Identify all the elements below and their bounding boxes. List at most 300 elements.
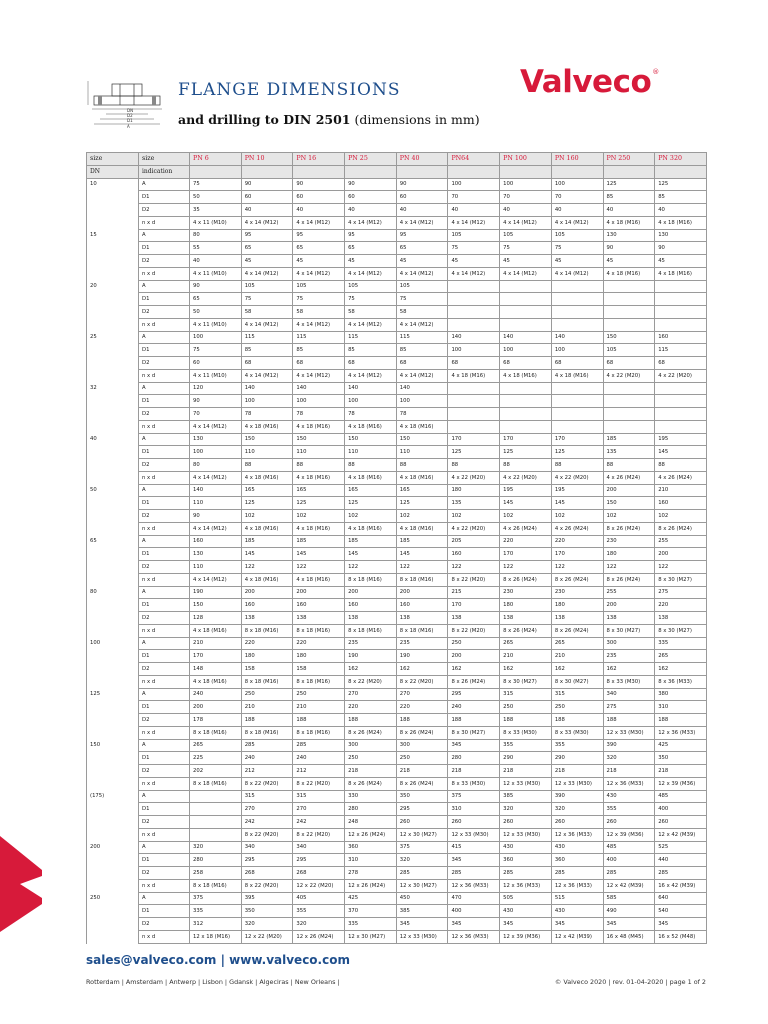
value-cell: 240 [190,688,242,701]
value-cell: 105 [551,229,603,242]
value-cell: 425 [655,739,707,752]
value-cell: 138 [448,612,500,625]
value-cell: 210 [551,650,603,663]
table-row [87,293,707,306]
value-cell: 130 [190,433,242,446]
value-cell: 180 [448,484,500,497]
value-cell: 4 x 14 (M12) [190,573,242,586]
size-dn-cell [87,675,139,688]
value-cell: 4 x 11 (M10) [190,318,242,331]
value-cell: 12 x 39 (M36) [500,930,552,943]
value-cell: 215 [448,586,500,599]
value-cell: 75 [396,293,448,306]
value-cell: 278 [345,867,397,880]
value-cell [448,395,500,408]
value-cell: 200 [448,650,500,663]
indication-cell: D2 [139,612,190,625]
table-row [87,752,707,765]
value-cell: 45 [293,255,345,268]
page-title: FLANGE DIMENSIONS [178,80,401,100]
size-dn-cell [87,599,139,612]
size-dn-cell [87,854,139,867]
value-cell: 40 [190,255,242,268]
value-cell: 345 [448,854,500,867]
value-cell: 195 [655,433,707,446]
value-cell: 340 [603,688,655,701]
value-cell: 360 [551,854,603,867]
value-cell [190,790,242,803]
value-cell: 4 x 18 (M16) [500,369,552,382]
value-cell: 150 [396,433,448,446]
value-cell: 145 [241,548,293,561]
value-cell: 162 [500,663,552,676]
table-row [87,841,707,854]
value-cell: 8 x 30 (M27) [500,675,552,688]
indication-cell: n x d [139,726,190,739]
value-cell: 8 x 18 (M16) [345,573,397,586]
value-cell: 265 [500,637,552,650]
value-cell: 105 [448,229,500,242]
value-cell: 4 x 14 (M12) [345,216,397,229]
value-cell: 68 [603,357,655,370]
value-cell: 180 [500,599,552,612]
value-cell: 312 [190,918,242,931]
value-cell: 540 [655,905,707,918]
value-cell [190,828,242,841]
value-cell: 218 [551,765,603,778]
value-cell: 138 [551,612,603,625]
size-dn-cell [87,561,139,574]
value-cell: 8 x 18 (M16) [396,624,448,637]
indication-cell: D2 [139,561,190,574]
value-cell: 268 [241,867,293,880]
value-cell [655,420,707,433]
value-cell: 260 [551,816,603,829]
value-cell: 115 [396,331,448,344]
value-cell: 212 [293,765,345,778]
value-cell: 60 [345,191,397,204]
value-cell: 165 [345,484,397,497]
value-cell: 345 [448,918,500,931]
value-cell: 430 [551,905,603,918]
value-cell: 310 [345,854,397,867]
value-cell: 135 [448,497,500,510]
column-header: PN 6 [190,153,242,166]
value-cell: 150 [345,433,397,446]
value-cell: 65 [293,242,345,255]
size-dn-cell: 250 [87,892,139,905]
value-cell: 170 [448,599,500,612]
value-cell: 4 x 18 (M16) [655,216,707,229]
value-cell: 58 [241,306,293,319]
table-row [87,191,707,204]
value-cell: 275 [603,701,655,714]
value-cell: 180 [603,548,655,561]
value-cell: 345 [500,918,552,931]
value-cell: 95 [293,229,345,242]
value-cell: 585 [603,892,655,905]
value-cell: 105 [293,280,345,293]
value-cell: 122 [448,561,500,574]
value-cell: 8 x 26 (M24) [396,777,448,790]
value-cell: 4 x 14 (M12) [190,420,242,433]
value-cell: 12 x 33 (M30) [500,828,552,841]
size-dn-cell [87,216,139,229]
value-cell: 200 [190,701,242,714]
column-header: PN 25 [345,153,397,166]
value-cell: 8 x 33 (M30) [551,726,603,739]
value-cell: 178 [190,714,242,727]
value-cell: 90 [190,510,242,523]
value-cell: 320 [190,841,242,854]
indication-cell: D2 [139,204,190,217]
value-cell: 105 [396,280,448,293]
size-dn-cell [87,918,139,931]
table-row [87,854,707,867]
value-cell: 110 [190,561,242,574]
value-cell: 4 x 18 (M16) [241,420,293,433]
value-cell: 355 [293,905,345,918]
value-cell: 110 [241,446,293,459]
value-cell [655,382,707,395]
value-cell [551,395,603,408]
value-cell: 102 [500,510,552,523]
value-cell: 50 [190,191,242,204]
value-cell: 8 x 18 (M16) [396,573,448,586]
value-cell: 4 x 14 (M12) [190,471,242,484]
value-cell: 90 [190,280,242,293]
value-cell: 8 x 30 (M27) [655,573,707,586]
value-cell: 125 [396,497,448,510]
value-cell [655,318,707,331]
table-row [87,586,707,599]
size-dn-cell [87,816,139,829]
column-subheader [603,165,655,178]
size-dn-cell [87,497,139,510]
value-cell: 140 [190,484,242,497]
size-dn-cell [87,726,139,739]
value-cell: 210 [655,484,707,497]
diagram-label-d2: D2 [127,113,133,118]
value-cell: 158 [293,663,345,676]
value-cell: 140 [448,331,500,344]
value-cell: 100 [448,178,500,191]
value-cell: 430 [500,905,552,918]
value-cell: 270 [345,688,397,701]
value-cell: 280 [345,803,397,816]
indication-cell: D1 [139,905,190,918]
indication-cell: A [139,484,190,497]
value-cell: 102 [448,510,500,523]
table-row [87,318,707,331]
value-cell: 162 [603,663,655,676]
table-row [87,484,707,497]
value-cell: 75 [190,178,242,191]
value-cell: 4 x 26 (M24) [500,522,552,535]
value-cell: 345 [448,739,500,752]
value-cell: 4 x 18 (M16) [345,471,397,484]
value-cell: 45 [655,255,707,268]
value-cell [500,293,552,306]
value-cell: 360 [345,841,397,854]
value-cell: 345 [603,918,655,931]
indication-cell: n x d [139,573,190,586]
value-cell: 105 [345,280,397,293]
indication-cell: D2 [139,867,190,880]
indication-cell: A [139,637,190,650]
table-row [87,242,707,255]
value-cell: 8 x 22 (M20) [396,675,448,688]
value-cell [448,408,500,421]
column-subheader: DN [87,165,139,178]
value-cell: 150 [603,497,655,510]
value-cell: 102 [345,510,397,523]
value-cell: 8 x 30 (M27) [448,726,500,739]
value-cell: 225 [190,752,242,765]
table-row [87,178,707,191]
table-row [87,510,707,523]
size-dn-cell [87,318,139,331]
value-cell: 8 x 22 (M20) [241,828,293,841]
value-cell: 390 [603,739,655,752]
value-cell: 255 [603,586,655,599]
value-cell: 100 [241,395,293,408]
value-cell: 250 [551,701,603,714]
value-cell: 8 x 18 (M16) [190,777,242,790]
value-cell: 90 [655,242,707,255]
value-cell: 295 [448,688,500,701]
indication-cell: D1 [139,803,190,816]
value-cell: 65 [190,293,242,306]
value-cell: 16 x 42 (M39) [655,879,707,892]
value-cell: 4 x 14 (M12) [345,369,397,382]
value-cell: 255 [655,535,707,548]
table-row [87,357,707,370]
value-cell: 4 x 14 (M12) [293,318,345,331]
value-cell: 4 x 14 (M12) [293,369,345,382]
value-cell: 90 [396,178,448,191]
value-cell: 230 [551,586,603,599]
indication-cell: A [139,790,190,803]
value-cell: 115 [293,331,345,344]
value-cell: 12 x 36 (M33) [551,828,603,841]
table-row [87,229,707,242]
size-dn-cell [87,777,139,790]
value-cell: 210 [293,701,345,714]
value-cell: 125 [603,178,655,191]
value-cell: 110 [190,497,242,510]
column-header: PN 40 [396,153,448,166]
indication-cell: D2 [139,459,190,472]
value-cell: 260 [396,816,448,829]
table-row [87,892,707,905]
table-row [87,459,707,472]
value-cell [448,420,500,433]
indication-cell: A [139,535,190,548]
table-row [87,930,707,943]
size-dn-cell: 50 [87,484,139,497]
value-cell: 218 [655,765,707,778]
column-header: PN 10 [241,153,293,166]
value-cell: 88 [448,459,500,472]
value-cell [551,318,603,331]
value-cell: 4 x 14 (M12) [500,267,552,280]
value-cell: 150 [241,433,293,446]
value-cell: 4 x 14 (M12) [241,267,293,280]
value-cell: 12 x 36 (M33) [655,726,707,739]
value-cell [655,306,707,319]
table-row [87,216,707,229]
size-dn-cell [87,306,139,319]
value-cell: 320 [241,918,293,931]
value-cell: 12 x 18 (M16) [190,930,242,943]
size-dn-cell [87,344,139,357]
table-row [87,726,707,739]
column-header: PN 320 [655,153,707,166]
value-cell: 45 [241,255,293,268]
value-cell: 102 [396,510,448,523]
indication-cell: A [139,739,190,752]
value-cell: 4 x 18 (M16) [293,522,345,535]
value-cell: 140 [500,331,552,344]
table-row [87,267,707,280]
value-cell: 70 [551,191,603,204]
value-cell: 210 [241,701,293,714]
value-cell: 430 [500,841,552,854]
indication-cell: n x d [139,369,190,382]
value-cell: 80 [190,229,242,242]
indication-cell: n x d [139,624,190,637]
value-cell: 40 [345,204,397,217]
value-cell: 145 [551,497,603,510]
value-cell: 35 [190,204,242,217]
value-cell: 290 [551,752,603,765]
table-row [87,777,707,790]
value-cell: 145 [293,548,345,561]
value-cell: 75 [500,242,552,255]
table-row [87,395,707,408]
table-row [87,816,707,829]
size-dn-cell: 80 [87,586,139,599]
table-row [87,446,707,459]
header-subrow [87,165,707,178]
value-cell: 185 [396,535,448,548]
value-cell: 4 x 18 (M16) [396,522,448,535]
value-cell: 100 [448,344,500,357]
value-cell: 88 [655,459,707,472]
value-cell: 8 x 18 (M16) [190,726,242,739]
value-cell: 4 x 18 (M16) [241,522,293,535]
value-cell: 260 [655,816,707,829]
value-cell [603,306,655,319]
value-cell: 430 [603,790,655,803]
value-cell: 140 [551,331,603,344]
indication-cell: D1 [139,242,190,255]
value-cell: 138 [293,612,345,625]
value-cell: 160 [655,331,707,344]
size-dn-cell: 150 [87,739,139,752]
value-cell: 75 [551,242,603,255]
value-cell: 285 [448,867,500,880]
value-cell: 218 [603,765,655,778]
table-header [87,153,707,179]
indication-cell: A [139,892,190,905]
table-row [87,918,707,931]
value-cell: 12 x 33 (M30) [396,930,448,943]
value-cell: 128 [190,612,242,625]
column-subheader [500,165,552,178]
value-cell: 45 [551,255,603,268]
value-cell: 115 [345,331,397,344]
value-cell: 125 [448,446,500,459]
value-cell: 68 [500,357,552,370]
value-cell: 162 [448,663,500,676]
value-cell [500,420,552,433]
value-cell: 95 [241,229,293,242]
value-cell: 8 x 22 (M20) [448,624,500,637]
value-cell: 138 [500,612,552,625]
value-cell: 90 [293,178,345,191]
indication-cell: n x d [139,522,190,535]
size-dn-cell [87,650,139,663]
value-cell [551,382,603,395]
value-cell: 4 x 26 (M24) [551,522,603,535]
indication-cell: A [139,688,190,701]
value-cell: 138 [655,612,707,625]
value-cell: 12 x 26 (M24) [293,930,345,943]
value-cell: 250 [293,688,345,701]
value-cell: 350 [241,905,293,918]
value-cell: 385 [396,905,448,918]
value-cell: 8 x 18 (M16) [293,675,345,688]
value-cell: 385 [500,790,552,803]
value-cell: 4 x 14 (M12) [190,522,242,535]
value-cell: 8 x 30 (M27) [551,675,603,688]
value-cell: 85 [396,344,448,357]
value-cell: 170 [551,548,603,561]
value-cell: 75 [293,293,345,306]
value-cell: 58 [345,306,397,319]
value-cell: 375 [448,790,500,803]
value-cell: 4 x 14 (M12) [345,318,397,331]
value-cell: 88 [551,459,603,472]
value-cell: 160 [396,599,448,612]
value-cell [603,280,655,293]
value-cell: 60 [396,191,448,204]
value-cell: 130 [603,229,655,242]
value-cell: 8 x 26 (M24) [500,573,552,586]
value-cell: 240 [448,701,500,714]
column-header: PN 160 [551,153,603,166]
value-cell: 350 [396,790,448,803]
indication-cell: D2 [139,408,190,421]
value-cell: 150 [603,331,655,344]
flange-diagram [82,76,172,134]
value-cell: 125 [293,497,345,510]
value-cell: 45 [603,255,655,268]
value-cell: 430 [551,841,603,854]
value-cell [551,420,603,433]
value-cell: 4 x 11 (M10) [190,369,242,382]
value-cell: 122 [603,561,655,574]
indication-cell: D2 [139,357,190,370]
value-cell [551,280,603,293]
value-cell: 400 [655,803,707,816]
value-cell: 70 [500,191,552,204]
value-cell: 190 [190,586,242,599]
size-dn-cell [87,930,139,943]
value-cell: 165 [293,484,345,497]
